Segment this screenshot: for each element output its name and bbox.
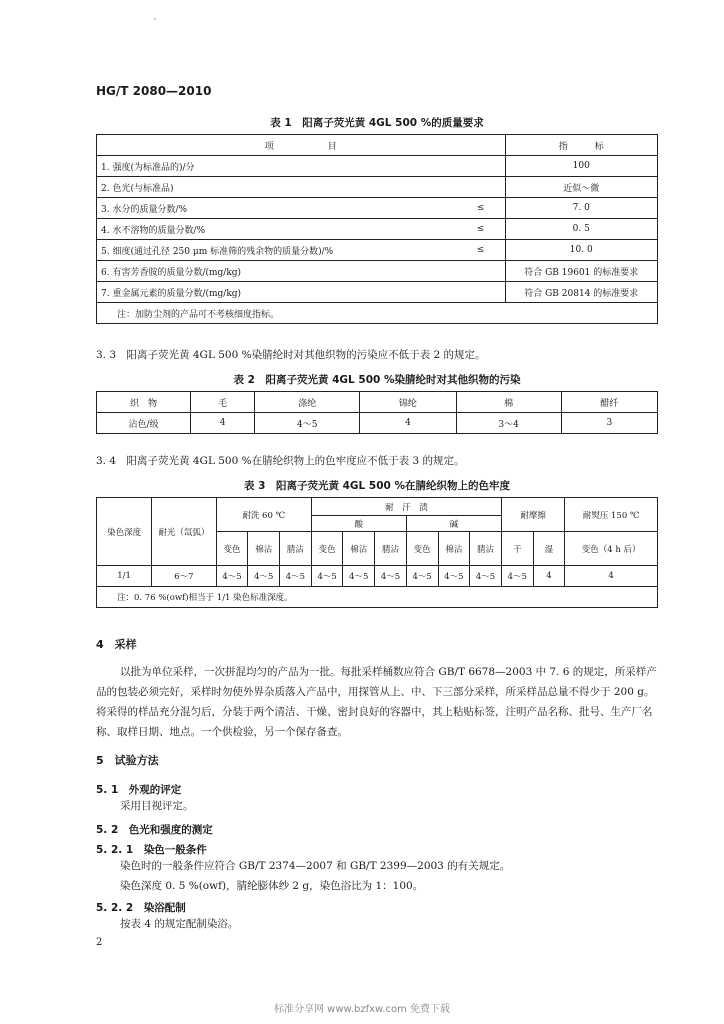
table1-sym — [457, 177, 506, 198]
table3-head-light: 耐光（氙弧） — [152, 498, 217, 566]
table3-caption: 表 3 阳离子荧光黄 4GL 500 %在腈纶织物上的色牢度 — [244, 480, 510, 492]
table2-head: 棉 — [456, 392, 561, 413]
table1-item: 5. 细度(通过孔径 250 μm 标准筛的残余物的质量分数)/% — [97, 240, 457, 261]
footer-watermark: 标准分享网 www.bzfxw.com 免费下载 — [274, 1004, 450, 1015]
table3-head-depth: 染色深度 — [97, 498, 152, 566]
table3-head-sweat: 耐 汗 渍 — [311, 498, 501, 516]
table1-val: 100 — [505, 156, 657, 177]
table1-sym — [457, 261, 506, 282]
table2-head: 锦纶 — [360, 392, 456, 413]
table3 — [96, 497, 658, 608]
section-5-2-2-paragraph: 按表 4 的规定配制染浴。 — [120, 918, 239, 930]
table3-head-press: 耐熨压 150 ℃ — [565, 498, 658, 532]
section-5-1-paragraph: 采用目视评定。 — [120, 800, 194, 812]
section-5-1-title: 5. 1 外观的评定 — [96, 784, 182, 796]
table3-cell: 4～5 — [470, 566, 502, 587]
table3-cell: 4～5 — [406, 566, 438, 587]
table1-note: 注：加防尘剂的产品可不考核细度指标。 — [97, 303, 658, 324]
table3-cell: 4～5 — [501, 566, 533, 587]
table1-item: 7. 重金属元素的质量分数/(mg/kg) — [97, 282, 457, 303]
table1-val: 符合 GB 19601 的标准要求 — [505, 261, 657, 282]
table2-head: 涤纶 — [255, 392, 360, 413]
table3-cell: 4～5 — [248, 566, 280, 587]
table1-val: 近似～微 — [505, 177, 657, 198]
table3-subhead: 腈沾 — [280, 532, 312, 566]
table1-val: 0. 5 — [505, 219, 657, 240]
table1 — [96, 134, 658, 324]
table1-sym: ≤ — [457, 240, 506, 261]
table1-sym — [457, 156, 506, 177]
table1-val: 7. 0 — [505, 198, 657, 219]
table3-cell: 4～5 — [311, 566, 343, 587]
table1-val: 10. 0 — [505, 240, 657, 261]
table3-cell: 1/1 — [97, 566, 152, 587]
section-4-paragraph: 以批为单位采样，一次拼混均匀的产品为一批。每批采样桶数应符合 GB/T 6678—2003 中 7. 6 的规定，所采样产品的包装必须完好，采样时勿使外界杂质落入产品中，用探管从上、中、下三部分采样，所采样品总量不得少于 200 g。将采得的样品充分混匀后，分装于两个清洁、干燥、密封良好的容器中，其上粘贴标签，注明产品名称、批号、生产厂名称、取样日期、地点。一个供检验，另一个保存备查。 — [96, 666, 657, 738]
table1-sym — [457, 282, 506, 303]
table3-subhead: 腈沾 — [375, 532, 407, 566]
table3-head-rub: 耐摩擦 — [501, 498, 564, 532]
table3-cell: 4～5 — [438, 566, 470, 587]
table3-subhead: 棉沾 — [343, 532, 375, 566]
doc-header: HG/T 2080—2010 — [96, 84, 212, 98]
section-5-2-1-title: 5. 2. 1 染色一般条件 — [96, 844, 207, 856]
table3-cell: 4～5 — [216, 566, 248, 587]
table2-cell: 4 — [360, 413, 456, 434]
section-5-2-title: 5. 2 色光和强度的测定 — [96, 824, 213, 836]
table1-item: 3. 水分的质量分数/% — [97, 198, 457, 219]
table1-caption: 表 1 阳离子荧光黄 4GL 500 %的质量要求 — [270, 117, 484, 129]
table2-head: 织 物 — [97, 392, 191, 413]
table2-cell: 沾色/级 — [97, 413, 191, 434]
section-3-3: 3. 3 阳离子荧光黄 4GL 500 %染腈纶时对其他织物的污染应不低于表 2 的规定。 — [96, 349, 486, 361]
table2-cell: 3 — [561, 413, 657, 434]
table3-cell: 6～7 — [152, 566, 217, 587]
table3-subhead: 湿 — [533, 532, 565, 566]
table2 — [96, 391, 658, 434]
table3-subhead: 变色 — [216, 532, 248, 566]
section-5-2-1-paragraph-1: 染色时的一般条件应符合 GB/T 2374—2007 和 GB/T 2399—2003 的有关规定。 — [120, 860, 511, 872]
table2-caption: 表 2 阳离子荧光黄 4GL 500 %染腈纶时对其他织物的污染 — [233, 374, 521, 386]
table3-subhead: 棉沾 — [248, 532, 280, 566]
table2-cell: 4 — [191, 413, 255, 434]
table3-cell: 4～5 — [280, 566, 312, 587]
table1-item: 4. 水不溶物的质量分数/% — [97, 219, 457, 240]
table3-head-alkali: 碱 — [406, 516, 501, 532]
scan-speck — [154, 18, 156, 20]
table3-subhead: 干 — [501, 532, 533, 566]
table3-head-wash: 耐洗 60 ℃ — [216, 498, 311, 532]
page-number: 2 — [96, 937, 103, 948]
table1-item: 2. 色光(与标准品) — [97, 177, 457, 198]
table3-subhead: 腈沾 — [470, 532, 502, 566]
table2-head: 毛 — [191, 392, 255, 413]
table3-subhead: 变色 — [311, 532, 343, 566]
table3-cell: 4 — [533, 566, 565, 587]
table1-item: 1. 强度(为标准品的)/分 — [97, 156, 457, 177]
table3-cell: 4～5 — [343, 566, 375, 587]
table1-head-item: 项 目 — [97, 135, 506, 156]
table2-head: 醋纤 — [561, 392, 657, 413]
table2-cell: 4～5 — [255, 413, 360, 434]
section-3-4: 3. 4 阳离子荧光黄 4GL 500 %在腈纶织物上的色牢度应不低于表 3 的规定。 — [96, 455, 465, 467]
table3-subhead: 变色（4 h 后） — [565, 532, 658, 566]
table1-head-value: 指 标 — [505, 135, 657, 156]
table3-subhead: 变色 — [406, 532, 438, 566]
table1-val: 符合 GB 20814 的标准要求 — [505, 282, 657, 303]
table1-item: 6. 有害芳香胺的质量分数/(mg/kg) — [97, 261, 457, 282]
table3-subhead: 棉沾 — [438, 532, 470, 566]
table2-cell: 3～4 — [456, 413, 561, 434]
section-5-2-1-paragraph-2: 染色深度 0. 5 %(owf)，腈纶膨体纱 2 g，染色浴比为 1：100。 — [120, 880, 424, 892]
section-5-title: 5 试验方法 — [96, 754, 159, 767]
section-5-2-2-title: 5. 2. 2 染浴配制 — [96, 902, 186, 914]
section-4-title: 4 采样 — [96, 638, 137, 651]
table1-sym: ≤ — [457, 219, 506, 240]
table3-note: 注：0. 76 %(owf)相当于 1/1 染色标准深度。 — [97, 587, 658, 608]
table3-head-acid: 酸 — [311, 516, 406, 532]
table3-cell: 4～5 — [375, 566, 407, 587]
table3-cell: 4 — [565, 566, 658, 587]
table1-sym: ≤ — [457, 198, 506, 219]
